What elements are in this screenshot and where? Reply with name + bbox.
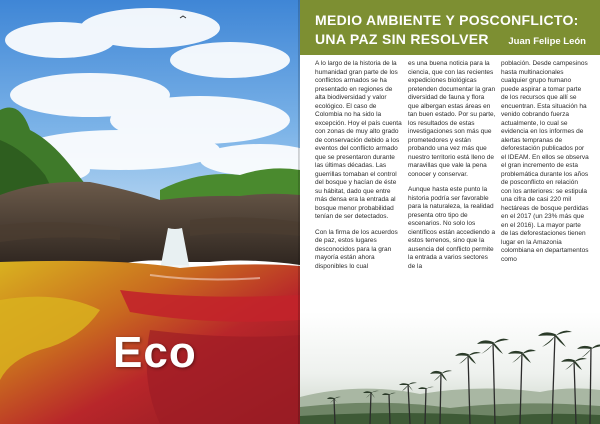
article-header-band bbox=[300, 0, 600, 55]
article-title-line2: UNA PAZ SIN RESOLVER bbox=[315, 31, 489, 47]
section-label-eco: Eco bbox=[113, 328, 197, 377]
article-column-3 bbox=[501, 60, 589, 271]
article-column-2 bbox=[408, 60, 496, 278]
article-title-line1: MEDIO AMBIENTE Y POSCONFLICTO: bbox=[315, 12, 579, 28]
paragraph: es una buena noticia para la ciencia, que con las recientes expediciones biológicas pretenden documentar la gran diversidad de fauna y flora que albergan estas áreas en tan buen estado. Por su parte, los resultados de estas investigaciones son más que prometedores y están probando una vez más que nuestro territorio está lleno de maravillas que vale la pena conocer y conservar. bbox=[408, 60, 496, 178]
article-page bbox=[300, 0, 600, 424]
paragraph: A lo largo de la historia de la humanidad gran parte de los conflictos armados se ha presentado en regiones de alta biodiversidad y valor ecológico. El caso de Colombia no ha sido la excepción. Hoy el país cuenta con zonas de muy alto grado de conservación debido a los eventos del conflicto armado que se presentaron durante las últimas décadas. Las guerrillas tomaban el control del bosque y hacían de éste su hábitat, dado que entre más densa era la entrada al bosque menor probabilidad tenían de ser detectados. bbox=[315, 60, 402, 220]
article-author: Juan Felipe León bbox=[508, 36, 586, 47]
paragraph: Aunque hasta este punto la historia podría ser favorable para la naturaleza, la realidad presenta otro tipo de escenarios. No solo los científicos están accediendo a estos terrenos, sino que la ausencia del conflicto permite la entrada a varios sectores de la bbox=[408, 186, 496, 270]
article-body bbox=[300, 60, 600, 345]
article-column-1 bbox=[315, 60, 403, 278]
wax-palm-forest-photo bbox=[300, 312, 600, 424]
paragraph: población. Desde campesinos hasta multinacionales cualquier grupo humano puede aspirar a tomar parte de los recursos que allí se encuentran. Esta situación ha venido cobrando fuerza actualmente, lo cual se evidencia en los informes de alertas tempranas de deforestación publicados por el IDEAM. En ellos se observa el gran incremento de esta problemática durante los años de posconflicto en relación con los anteriores: se estipula una cifra de casi 220 mil hectáreas de bosque perdidas en el 2017 (un 23% más que en el 2016). La mayor parte de las deforestaciones tienen lugar en la Amazonia colombiana en departamentos como bbox=[501, 60, 589, 263]
paragraph: Con la firma de los acuerdos de paz, estos lugares desconocidos para la gran mayoría están ahora disponibles lo cual bbox=[315, 228, 398, 270]
